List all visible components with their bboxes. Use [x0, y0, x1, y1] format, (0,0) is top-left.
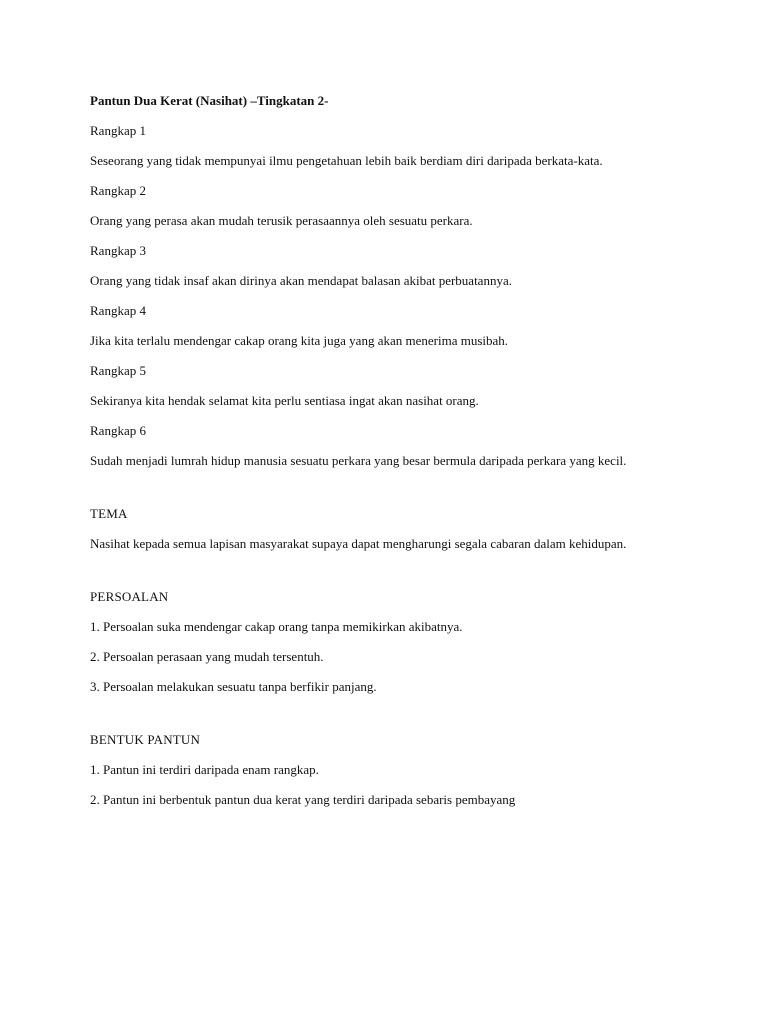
tema-text: Nasihat kepada semua lapisan masyarakat supaya dapat mengharungi segala cabaran dalam kehidupan.	[90, 536, 627, 551]
section-heading-persoalan: PERSOALAN	[90, 589, 169, 604]
section-spacer	[90, 565, 678, 588]
stanza-text: Orang yang perasa akan mudah terusik perasaannya oleh sesuatu perkara.	[90, 213, 473, 228]
list-item: 3. Persoalan melakukan sesuatu tanpa berfikir panjang.	[90, 679, 377, 694]
persoalan-list	[90, 618, 678, 696]
list-item: 1. Pantun ini terdiri daripada enam rangkap.	[90, 762, 319, 777]
stanza-label: Rangkap 1	[90, 123, 146, 138]
section-spacer	[90, 482, 678, 505]
stanza-label: Rangkap 2	[90, 183, 146, 198]
stanza-text: Jika kita terlalu mendengar cakap orang kita juga yang akan menerima musibah.	[90, 333, 509, 348]
bentuk-list	[90, 761, 678, 809]
stanza-label: Rangkap 6	[90, 423, 146, 438]
stanza-label: Rangkap 3	[90, 243, 146, 258]
section-heading-tema: TEMA	[90, 506, 128, 521]
stanza-text: Sekiranya kita hendak selamat kita perlu sentiasa ingat akan nasihat orang.	[90, 393, 479, 408]
stanza-text: Sudah menjadi lumrah hidup manusia sesuatu perkara yang besar bermula daripada perkara yang kecil.	[90, 453, 627, 468]
section-spacer	[90, 708, 678, 731]
document-title: Pantun Dua Kerat (Nasihat) –Tingkatan 2-	[90, 93, 329, 108]
document-page	[90, 92, 678, 821]
list-item: 2. Pantun ini berbentuk pantun dua kerat yang terdiri daripada sebaris pembayang	[90, 792, 516, 807]
stanza-label: Rangkap 5	[90, 363, 146, 378]
list-item: 1. Persoalan suka mendengar cakap orang tanpa memikirkan akibatnya.	[90, 619, 463, 634]
stanza-text: Orang yang tidak insaf akan dirinya akan mendapat balasan akibat perbuatannya.	[90, 273, 512, 288]
section-heading-bentuk: BENTUK PANTUN	[90, 732, 201, 747]
list-item: 2. Persoalan perasaan yang mudah tersentuh.	[90, 649, 324, 664]
stanza-label: Rangkap 4	[90, 303, 146, 318]
stanza-text: Seseorang yang tidak mempunyai ilmu pengetahuan lebih baik berdiam diri daripada berkata-kata.	[90, 153, 603, 168]
